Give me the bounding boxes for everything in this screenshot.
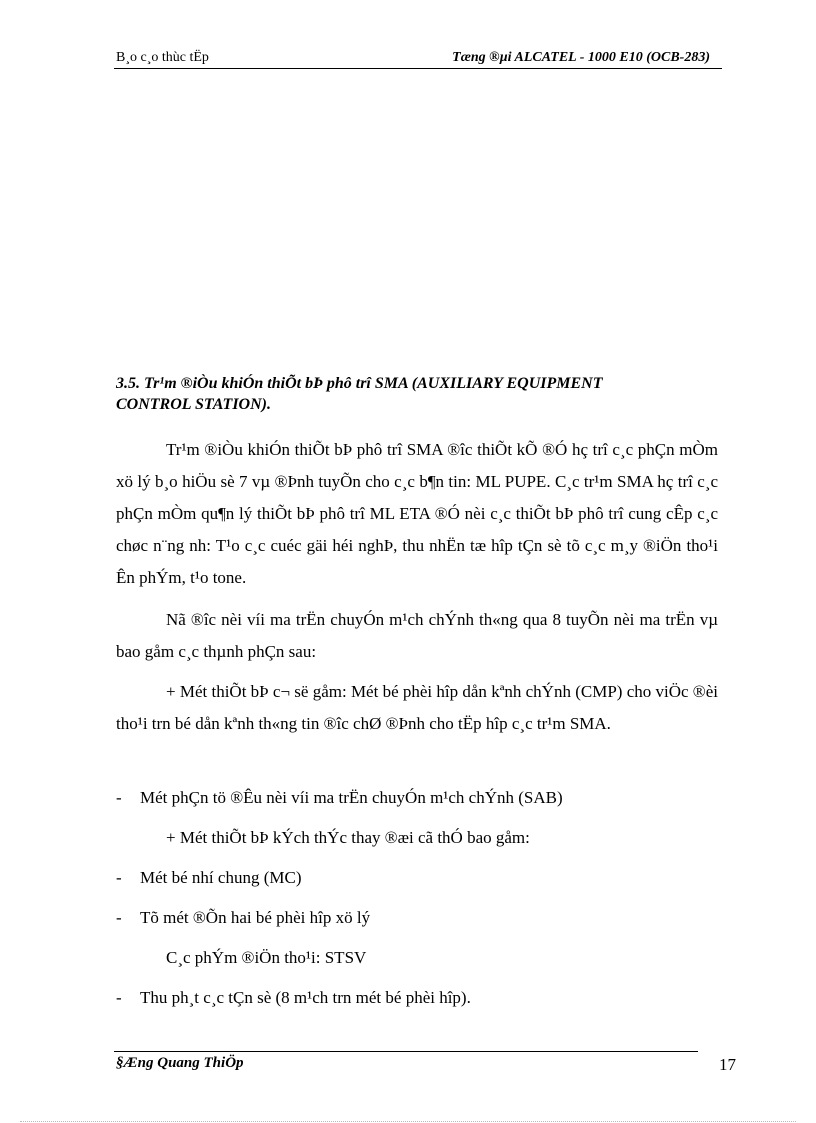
page-edge (20, 1121, 796, 1122)
paragraph-1: Tr¹m ®iÒu khiÓn thiÕt bÞ phô trî SMA ®îc thiÕt kÕ ®Ó hç trî c¸c phÇn mÒm xö lý b¸o hiÖu sè 7 vµ ®Þnh tuyÕn cho c¸c b¶n tin: ML PUPE. C¸c tr¹m SMA hç trî c¸c phÇn mÒm qu¶n lý thiÕt bÞ phô trî ML ETA ®Ó nèi c¸c thiÕt bÞ phô trî cung cÊp c¸c chøc n¨ng nh: T¹o c¸c cuéc gäi héi nghÞ, thu nhËn tæ hîp tÇn sè tõ c¸c m¸y ®iÖn tho¹i Ên phÝm, t¹o tone. (116, 440, 718, 587)
list-item-text: Tõ mét ®Õn hai bé phèi hîp xö lý (140, 908, 371, 927)
list-dash: - (116, 908, 122, 927)
list-dash: - (116, 788, 122, 807)
phone-keys-line: C¸c phÝm ®iÖn tho¹i: STSV (166, 948, 367, 967)
section-heading-line-1: 3.5. Tr¹m ®iÒu khiÓn thiÕt bÞ phô trî SMA (AUXILIARY EQUIPMENT (116, 375, 603, 392)
list-item-processors (116, 906, 718, 930)
page-number: 17 (719, 1055, 736, 1074)
list-item-frequency (116, 986, 718, 1010)
paragraph-2: Nã ®îc nèi víi ma trËn chuyÓn m¹ch chÝnh th«ng qua 8 tuyÕn nèi ma trËn vµ bao gåm c¸c thµnh phÇn sau: (116, 610, 718, 661)
list-item-memory (116, 866, 718, 890)
list-item-sab (116, 786, 718, 810)
header-report-title: B¸o c¸o thùc tËp (116, 50, 209, 65)
section-heading (116, 373, 716, 415)
list-dash: - (116, 868, 122, 887)
header-subject: Tæng ®µi ALCATEL - 1000 E10 (OCB-283) (452, 50, 710, 65)
section-heading-line-2: CONTROL STATION). (116, 396, 271, 413)
list-item-text: Mét phÇn tö ®Êu nèi víi ma trËn chuyÓn m¹ch chÝnh (SAB) (140, 788, 563, 807)
footer-divider (114, 1051, 698, 1052)
header-divider (114, 68, 722, 69)
paragraph-3: + Mét thiÕt bÞ c¬ së gåm: Mét bé phèi hîp dån kªnh chÝnh (CMP) cho viÖc ®èi tho¹i trn bé dån kªnh th«ng tin ®îc chØ ®Þnh cho tËp hîp c¸c tr¹m SMA. (116, 682, 718, 733)
list-item-text: Mét bé nhí chung (MC) (140, 868, 302, 887)
list-item-text: Thu ph¸t c¸c tÇn sè (8 m¹ch trn mét bé phèi hîp). (140, 988, 471, 1007)
footer-author: §Æng Quang ThiÖp (116, 1055, 244, 1071)
list-dash: - (116, 988, 122, 1007)
equipment-variable-intro: + Mét thiÕt bÞ kÝch thÝc thay ®æi cã thÓ bao gåm: (166, 828, 530, 847)
